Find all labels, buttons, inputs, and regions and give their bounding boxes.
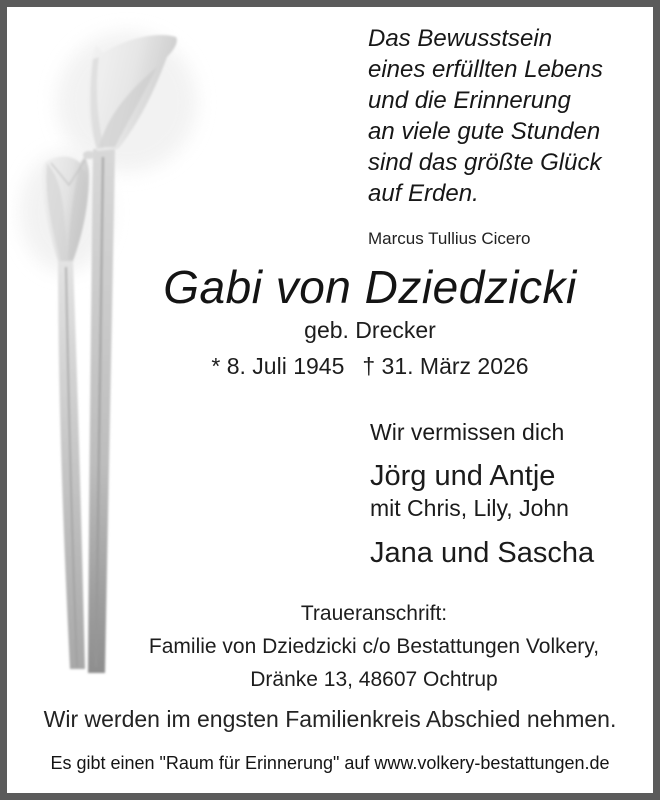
quote-line: eines erfüllten Lebens — [368, 56, 603, 83]
mourning-address-block — [88, 597, 660, 696]
quote-block — [368, 23, 643, 254]
mourning-intro: Wir vermissen dich — [370, 419, 565, 445]
deceased-block — [70, 262, 660, 380]
mourner-children: mit Chris, Lily, John — [370, 495, 569, 522]
deceased-name: Gabi von Dziedzicki — [163, 261, 577, 313]
quote-line: sind das größte Glück — [368, 149, 602, 176]
quote-line: und die Erinnerung — [368, 87, 571, 114]
quote-line: auf Erden. — [368, 180, 479, 207]
birth-date: * 8. Juli 1945 — [211, 352, 345, 379]
quote-line: an viele gute Stunden — [368, 118, 601, 145]
address-line: Dränke 13, 48607 Ochtrup — [250, 668, 498, 691]
address-line: Familie von Dziedzicki c/o Bestattungen Volkery, — [148, 635, 600, 658]
quote-line: Das Bewusstsein — [368, 25, 553, 52]
address-label: Traueranschrift: — [300, 602, 448, 625]
maiden-name: geb. Drecker — [304, 316, 436, 343]
quote-attribution: Marcus Tullius Cicero — [368, 229, 531, 248]
life-dates — [70, 353, 660, 380]
death-date: † 31. März 2026 — [362, 352, 529, 379]
mourner-names: Jörg und Antje — [370, 460, 556, 492]
mourner-names: Jana und Sascha — [370, 536, 595, 569]
mourners-block — [370, 419, 594, 570]
farewell-line: Wir werden im engsten Familienkreis Abschied nehmen. — [43, 706, 617, 732]
memorial-line: Es gibt einen "Raum für Erinnerung" auf www.volkery-bestattungen.de — [50, 753, 610, 773]
